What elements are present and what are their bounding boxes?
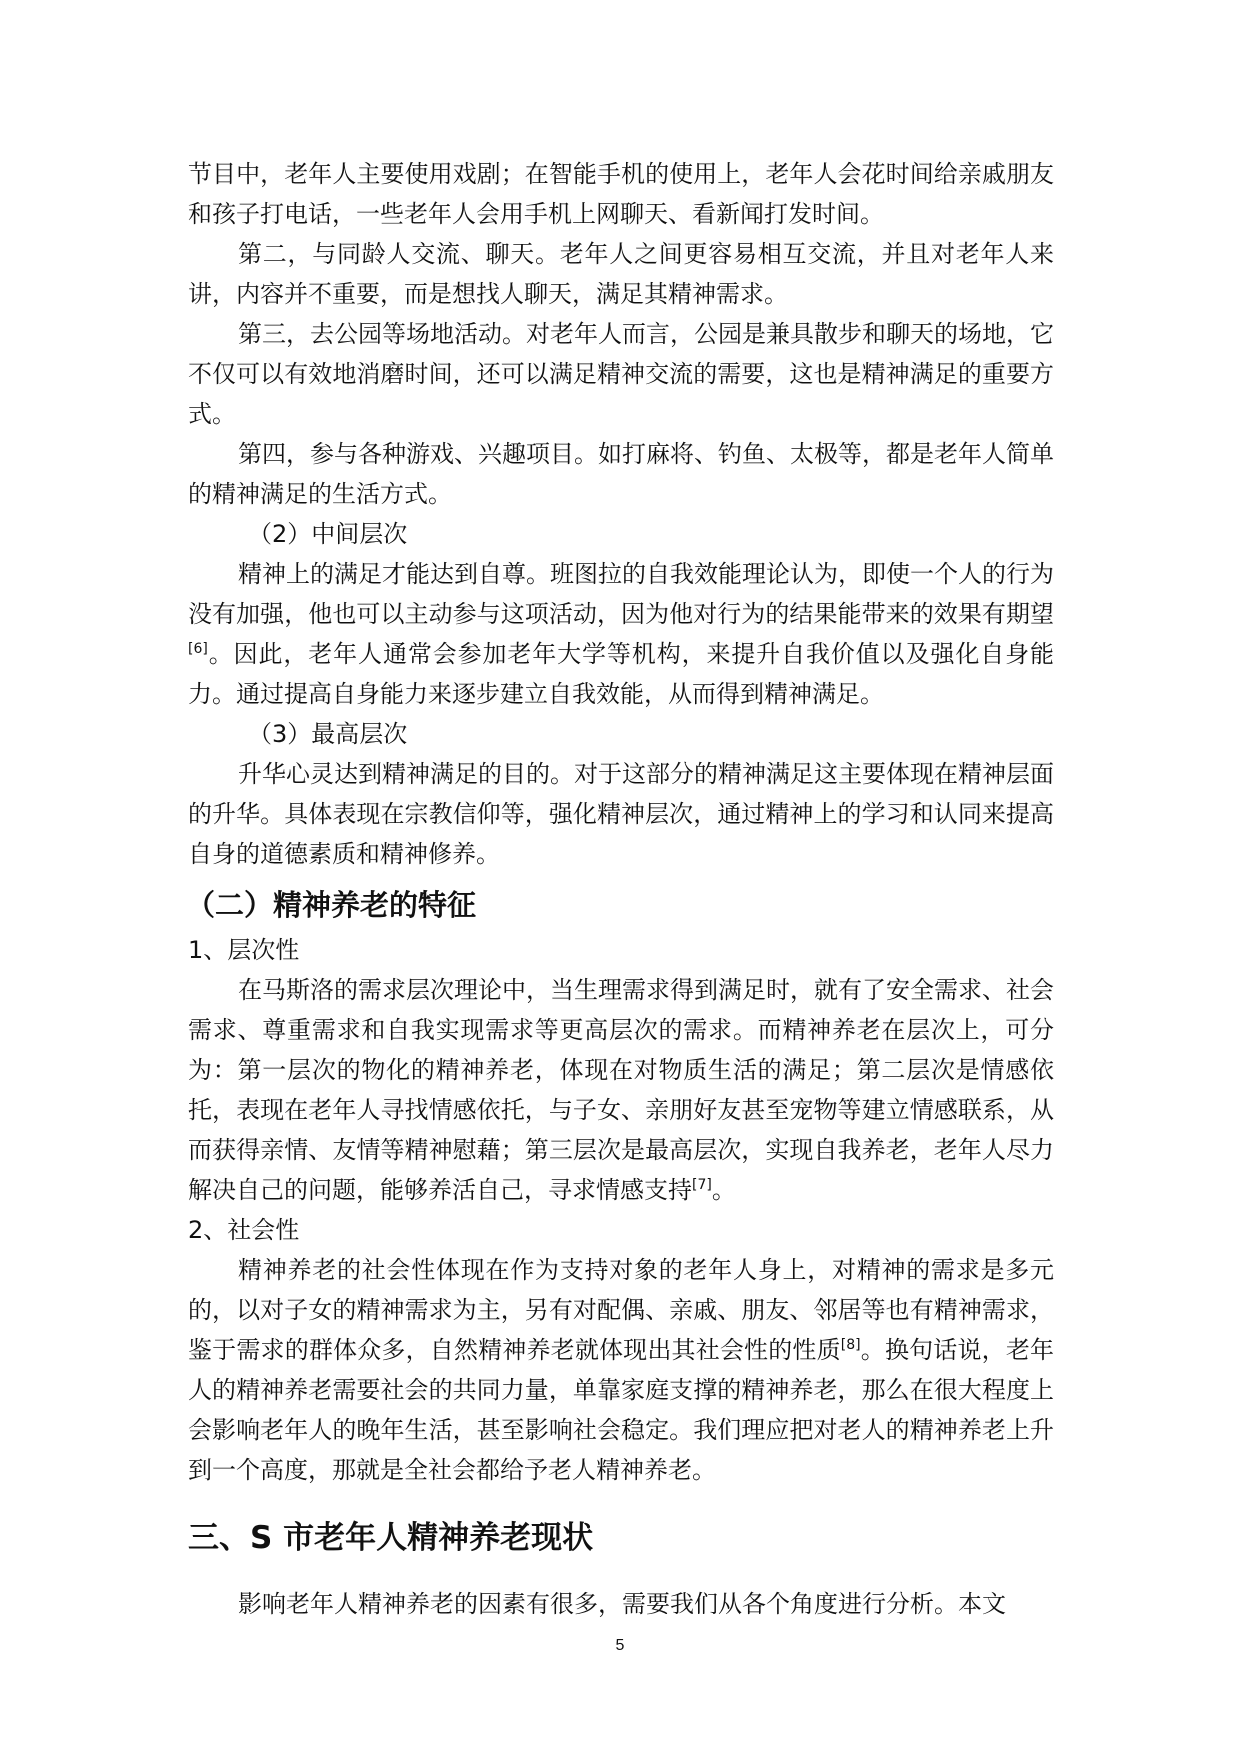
page-number: 5	[615, 1637, 625, 1654]
paragraph-text: 。	[711, 1176, 736, 1204]
page-content	[188, 154, 1054, 1624]
citation-ref: [7]	[692, 1177, 712, 1193]
paragraph	[188, 554, 1054, 714]
paragraph-text: 。换句话说，老年人的精神养老需要社会的共同力量，单靠家庭支撑的精神养老，那么在很大程度上会影响老年人的晚年生活，甚至影响社会稳定。我们理应把对老人的精神养老上升到一个高度，那就是全社会都给予老人精神养老。	[188, 1336, 1055, 1484]
paragraph	[188, 970, 1054, 1210]
paragraph: 第四，参与各种游戏、兴趣项目。如打麻将、钓鱼、太极等，都是老年人简单的精神满足的生活方式。	[188, 440, 1054, 508]
subheading-middle-level: （2）中间层次	[248, 520, 408, 548]
chapter-heading: 三、S 市老年人精神养老现状	[188, 1520, 594, 1556]
paragraph: 升华心灵达到精神满足的目的。对于这部分的精神满足这主要体现在精神层面的升华。具体表现在宗教信仰等，强化精神层次，通过精神上的学习和认同来提高自身的道德素质和精神修养。	[188, 760, 1054, 868]
subsection-heading-sociality: 2、社会性	[188, 1216, 300, 1244]
paragraph: 节目中，老年人主要使用戏剧；在智能手机的使用上，老年人会花时间给亲戚朋友和孩子打电话，一些老年人会用手机上网聊天、看新闻打发时间。	[188, 160, 1054, 228]
section-heading: （二）精神养老的特征	[186, 888, 477, 922]
paragraph	[188, 1250, 1054, 1490]
paragraph-text: 。因此，老年人通常会参加老年大学等机构，来提升自我价值以及强化自身能力。通过提高自身能力来逐步建立自我效能，从而得到精神满足。	[188, 640, 1054, 708]
citation-ref: [6]	[188, 641, 208, 657]
subsection-heading-hierarchy: 1、层次性	[188, 936, 300, 964]
paragraph-text: 精神养老的社会性体现在作为支持对象的老年人身上，对精神的需求是多元的，以对子女的精神需求为主，另有对配偶、亲戚、朋友、邻居等也有精神需求，鉴于需求的群体众多，自然精神养老就体现出其社会性的性质	[188, 1256, 1054, 1364]
citation-ref: [8]	[840, 1337, 861, 1353]
paragraph-text: 精神上的满足才能达到自尊。班图拉的自我效能理论认为，即使一个人的行为没有加强，他也可以主动参与这项活动，因为他对行为的结果能带来的效果有期望	[188, 560, 1054, 628]
paragraph: 影响老年人精神养老的因素有很多，需要我们从各个角度进行分析。本文	[238, 1590, 1006, 1618]
subheading-highest-level: （3）最高层次	[248, 720, 408, 748]
paragraph: 第二，与同龄人交流、聊天。老年人之间更容易相互交流，并且对老年人来讲，内容并不重要，而是想找人聊天，满足其精神需求。	[188, 240, 1054, 308]
paragraph-text: 在马斯洛的需求层次理论中，当生理需求得到满足时，就有了安全需求、社会需求、尊重需求和自我实现需求等更高层次的需求。而精神养老在层次上，可分为：第一层次的物化的精神养老，体现在对物质生活的满足；第二层次是情感依托，表现在老年人寻找情感依托，与子女、亲朋好友甚至宠物等建立情感联系，从而获得亲情、友情等精神慰藉；第三层次是最高层次，实现自我养老，老年人尽力解决自己的问题，能够养活自己，寻求情感支持	[188, 976, 1054, 1204]
paragraph: 第三，去公园等场地活动。对老年人而言，公园是兼具散步和聊天的场地，它不仅可以有效地消磨时间，还可以满足精神交流的需要，这也是精神满足的重要方式。	[188, 320, 1054, 428]
